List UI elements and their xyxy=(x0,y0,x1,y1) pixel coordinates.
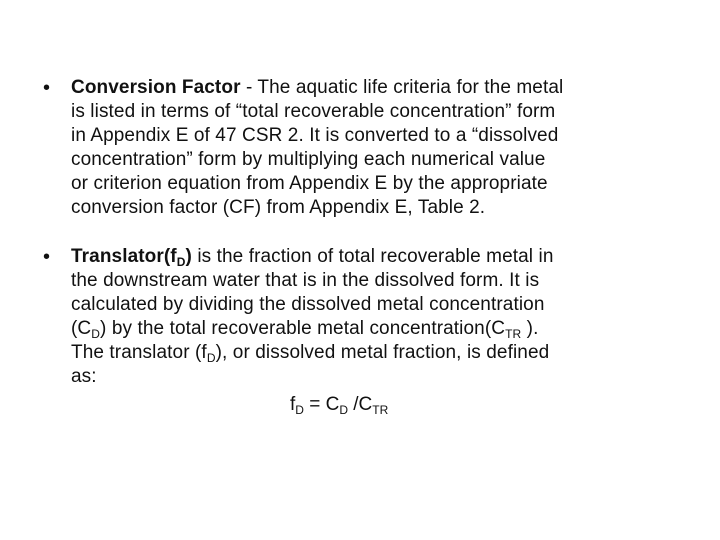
translator-term-main: Translator(f xyxy=(71,246,177,267)
formula-divide: /C xyxy=(348,394,373,415)
formula-equals: = C xyxy=(303,394,340,415)
bullet2-line-4 xyxy=(71,317,538,341)
bullet2-line-5-sub-d: D xyxy=(206,351,216,365)
bullet2-line-4-a: (C xyxy=(71,318,92,339)
bullet2-line-1-text: is the fraction of total recoverable metal in xyxy=(191,246,554,267)
bullet2-line-2: the downstream water that is in the dissolved form. It is xyxy=(71,270,540,291)
bullet2-line-5 xyxy=(71,341,549,365)
bullet2-line-5-b: ), or dissolved metal fraction, is defined xyxy=(215,342,550,363)
formula-lhs: f xyxy=(290,394,296,415)
bullet2-line-4-sub-d: D xyxy=(91,327,101,341)
formula-cd-sub: D xyxy=(339,403,348,417)
formula-ctr-sub: TR xyxy=(372,403,389,417)
bullet1-line-5: or criterion equation from Appendix E by the appropriate xyxy=(71,173,548,194)
bullet1-line-6: conversion factor (CF) from Appendix E, Table 2. xyxy=(71,197,486,218)
bullet2-line-4-b: ) by the total recoverable metal concentration(C xyxy=(100,318,506,339)
bullet1-line-1 xyxy=(71,76,563,100)
translator-term-sub: D xyxy=(176,255,186,269)
bullet1-line-4: concentration” form by multiplying each numerical value xyxy=(71,149,546,170)
bullet2-line-1 xyxy=(71,245,554,269)
bullet2-line-4-c: ). xyxy=(521,318,539,339)
bullet2-line-5-a: The translator (f xyxy=(71,342,207,363)
formula-lhs-sub: D xyxy=(295,403,304,417)
bullet2-line-6: as: xyxy=(71,366,97,387)
bullet-dot: • xyxy=(43,77,51,99)
translator-term xyxy=(71,246,192,267)
bullet1-line-1-text: - The aquatic life criteria for the metal xyxy=(240,77,564,98)
bullet-dot: • xyxy=(43,246,51,268)
bullet2-line-3: calculated by dividing the dissolved metal concentration xyxy=(71,294,545,315)
bullet1-line-3: in Appendix E of 47 CSR 2. It is converted to a “dissolved xyxy=(71,125,559,146)
bullet2-line-4-sub-tr: TR xyxy=(505,327,522,341)
translator-term-close: ) xyxy=(185,246,192,267)
translator-formula xyxy=(290,393,388,417)
conversion-factor-term: Conversion Factor xyxy=(71,77,241,98)
bullet1-line-2: is listed in terms of “total recoverable concentration” form xyxy=(71,101,556,122)
